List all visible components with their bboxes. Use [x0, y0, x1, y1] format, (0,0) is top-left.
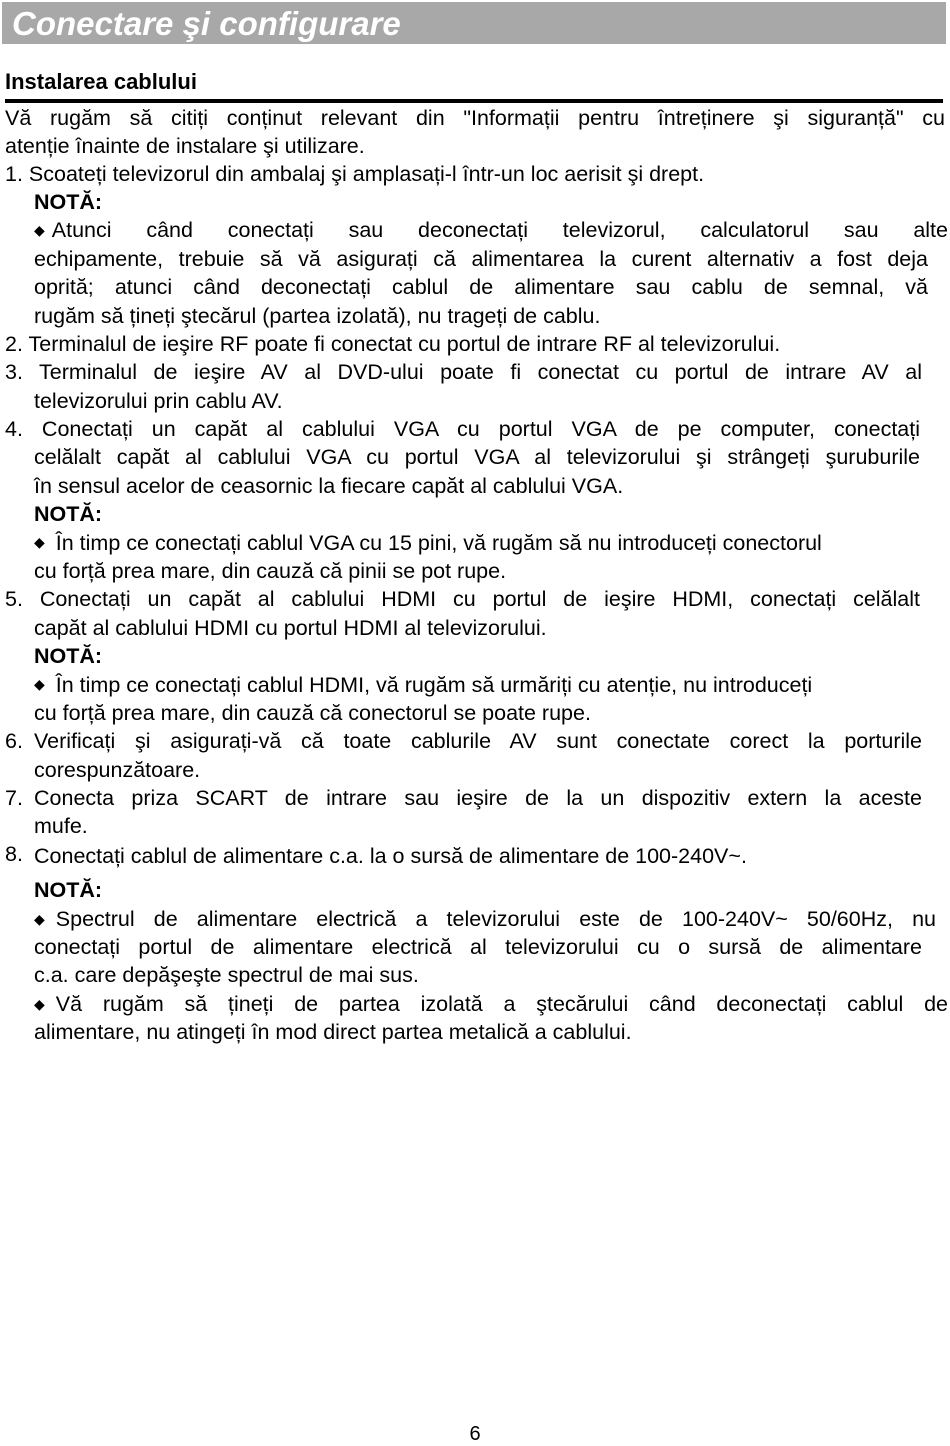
step-6-line: corespunzătoare. — [34, 758, 201, 782]
step-5: 5. Conectați un capăt al cablului HDMI cu portul de ieşire HDMI, conectați celălalt — [5, 587, 920, 611]
intro-line: Vă rugăm să citiți conținut relevant din "Informații pentru întreținere şi siguranță" cu — [5, 106, 945, 130]
note-line: rugăm să țineți ştecărul (partea izolată), nu trageți de cablu. — [34, 304, 601, 328]
note-bullet: ◆ În timp ce conectați cablul VGA cu 15 pini, vă rugăm să nu introduceți conectorul — [34, 531, 822, 555]
step-7-line: mufe. — [34, 814, 88, 838]
step-5-line: capăt al cablului HDMI cu portul HDMI al televizorului. — [34, 616, 547, 640]
step-7: Conecta priza SCART de intrare sau ieşire de la un dispozitiv extern la aceste — [34, 786, 922, 810]
step-1: 1. Scoateți televizorul din ambalaj şi amplasați-l într-un loc aerisit şi drept. — [5, 162, 705, 186]
note-line: alimentare, nu atingeți în mod direct partea metalică a cablului. — [34, 1020, 632, 1044]
intro-line: atenție înainte de instalare şi utilizare. — [5, 134, 365, 158]
diamond-bullet-icon: ◆ — [34, 911, 45, 927]
note-line: echipamente, trebuie să vă asigurați că alimentarea la curent alternativ a fost deja — [34, 247, 928, 271]
step-4: 4. Conectați un capăt al cablului VGA cu portul VGA de pe computer, conectați — [5, 417, 920, 441]
note-label: NOTĂ: — [34, 190, 103, 214]
chapter-header-bar — [2, 2, 946, 44]
note-label: NOTĂ: — [34, 644, 103, 668]
note-line: cu forță prea mare, din cauză că pinii se pot rupe. — [34, 559, 507, 583]
note-label: NOTĂ: — [34, 878, 103, 902]
diamond-bullet-icon: ◆ — [34, 996, 45, 1012]
note-label: NOTĂ: — [34, 502, 103, 526]
chapter-title: Conectare şi configurare — [12, 5, 401, 42]
note-bullet: ◆ Spectrul de alimentare electrică a televizorului este de 100-240V~ 50/60Hz, nu — [34, 907, 936, 931]
diamond-bullet-icon: ◆ — [34, 534, 45, 550]
step-6-number: 6. — [5, 729, 23, 753]
step-3-line: televizorului prin cablu AV. — [34, 389, 283, 413]
note-bullet: ◆ Vă rugăm să țineți de partea izolată a ştecărului când deconectați cablul de — [34, 992, 948, 1016]
step-4-line: în sensul acelor de ceasornic la fiecare capăt al cablului VGA. — [34, 474, 624, 498]
diamond-bullet-icon: ◆ — [34, 222, 45, 238]
note-line: conectați portul de alimentare electrică al televizorului cu o sursă de alimentare — [34, 935, 922, 959]
step-3: 3. Terminalul de ieşire AV al DVD-ului poate fi conectat cu portul de intrare AV al — [5, 360, 922, 384]
note-line: oprită; atunci când deconectați cablul de alimentare sau cablu de semnal, vă — [34, 275, 928, 299]
note-bullet: ◆ Atunci când conectați sau deconectați televizorul, calculatorul sau alte — [34, 218, 948, 242]
note-line: c.a. care depăşeşte spectrul de mai sus. — [34, 963, 419, 987]
note-line: cu forță prea mare, din cauză că conectorul se poate rupe. — [34, 701, 591, 725]
diamond-bullet-icon: ◆ — [34, 676, 45, 692]
note-bullet: ◆ În timp ce conectați cablul HDMI, vă rugăm să urmăriți cu atenție, nu introduceți — [34, 673, 813, 697]
step-6: Verificați şi asigurați-vă că toate cablurile AV sunt conectate corect la porturile — [34, 729, 922, 753]
step-8-number: 8. — [5, 842, 23, 866]
step-2: 2. Terminalul de ieşire RF poate fi conectat cu portul de intrare RF al televizorului. — [5, 332, 781, 356]
page-number: 6 — [469, 1423, 481, 1445]
section-divider — [5, 99, 943, 103]
step-4-line: celălalt capăt al cablului VGA cu portul VGA al televizorului şi strângeți şuruburile — [34, 445, 920, 469]
step-7-number: 7. — [5, 786, 23, 810]
step-8: Conectați cablul de alimentare c.a. la o sursă de alimentare de 100-240V~. — [34, 844, 747, 868]
section-heading: Instalarea cablului — [5, 69, 197, 94]
